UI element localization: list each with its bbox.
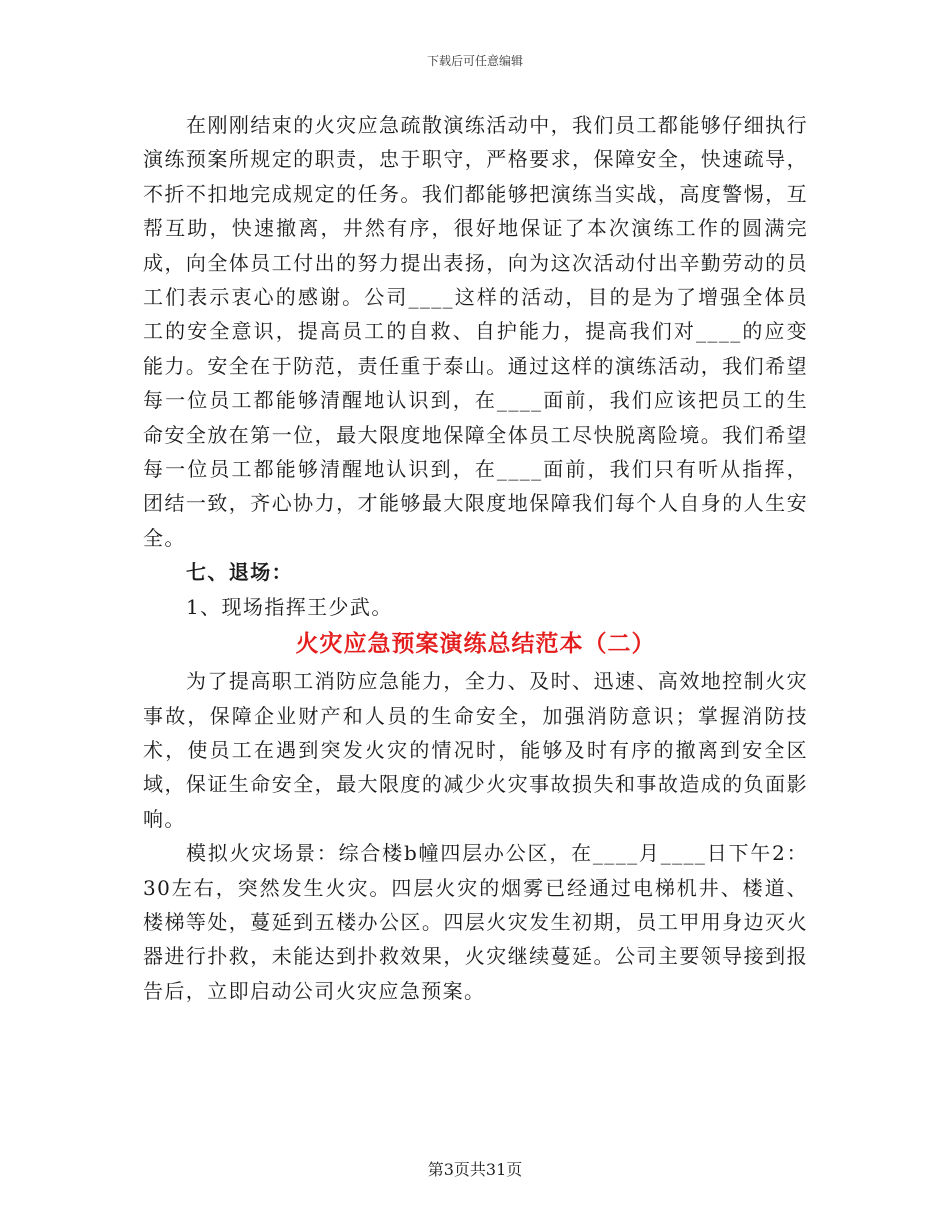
- document-body: [143, 108, 808, 1008]
- page-number: 第3页共31页: [427, 1160, 523, 1179]
- list-item-commander: 1、现场指挥王少武。: [186, 594, 393, 619]
- scenario-paragraph: 模拟火灾场景：综合楼b幢四层办公区，在____月____日下午2：30左右，突然发生火灾。四层火灾的烟雾已经通过电梯机井、楼道、楼梯等处，蔓延到五楼办公区。四层火灾发生初期，员工甲用身边灭火器进行扑救，未能达到扑救效果，火灾继续蔓延。公司主要领导接到报告后，立即启动公司火灾应急预案。: [143, 841, 808, 1003]
- drill-summary-paragraph: 在刚刚结束的火灾应急疏散演练活动中，我们员工都能够仔细执行演练预案所规定的职责，忠于职守，严格要求，保障安全，快速疏导，不折不扣地完成规定的任务。我们都能够把演练当实战，高度警惕，互帮互助，快速撤离，井然有序，很好地保证了本次演练工作的圆满完成，向全体员工付出的努力提出表扬，向为这次活动付出辛勤劳动的员工们表示衷心的感谢。公司____这样的活动，目的是为了增强全体员工的安全意识，提高员工的自救、自护能力，提高我们对____的应变能力。安全在于防范，责任重于泰山。通过这样的演练活动，我们希望每一位员工都能够清醒地认识到，在____面前，我们应该把员工的生命安全放在第一位，最大限度地保障全体员工尽快脱离险境。我们希望每一位员工都能够清醒地认识到，在____面前，我们只有听从指挥，团结一致，齐心协力，才能够最大限度地保障我们每个人自身的人生安全。: [143, 113, 808, 550]
- page-header-note: 下载后可任意编辑: [426, 54, 523, 68]
- section-heading-exit: 七、退场：: [186, 560, 293, 585]
- purpose-paragraph: 为了提高职工消防应急能力，全力、及时、迅速、高效地控制火灾事故，保障企业财产和人员的生命安全，加强消防意识；掌握消防技术，使员工在遇到突发火灾的情况时，能够及时有序的撤离到安全区域，保证生命安全，最大限度的减少火灾事故损失和事故造成的负面影响。: [143, 669, 808, 831]
- document-title: 火灾应急预案演练总结范本（二）: [295, 630, 656, 658]
